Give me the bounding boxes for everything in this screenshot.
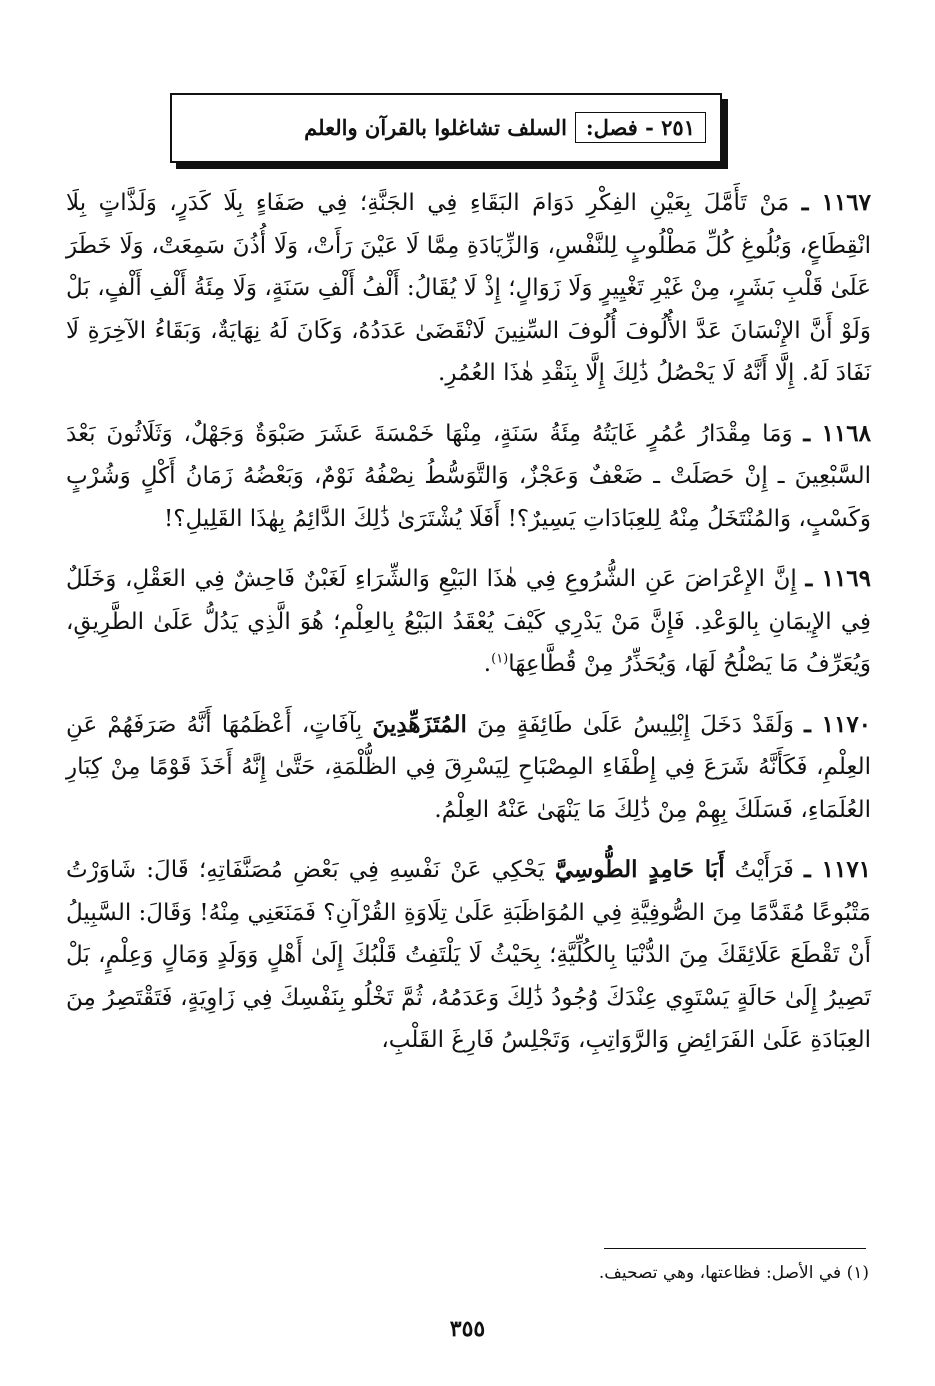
paragraph-text-before: وَلَقَدْ دَخَلَ إِبْلِيسُ عَلَىٰ طَائِفَةٍ مِنَ bbox=[476, 711, 794, 738]
section-header bbox=[170, 93, 722, 163]
paragraph-number: ١١٦٨ ـ bbox=[803, 419, 871, 447]
paragraph-text: مَنْ تَأَمَّلَ بِعَيْنِ الفِكْرِ دَوَامَ البَقَاءِ فِي الجَنَّةِ؛ فِي صَفَاءٍ بِلَا كَدَرٍ، وَلَذَّاتٍ بِلَا انْقِطَاعٍ، وَبُلُوغِ كُلِّ مَطْلُوبٍ لِلنَّفْسِ، وَالزِّيَادَةِ مِمَّا لَا عَيْنَ رَأَتْ، وَلَا أُذُنَ سَمِعَتْ، وَلَا خَطَرَ عَلَىٰ قَلْبِ بَشَرٍ، مِنْ غَيْرِ تَغْيِيرٍ وَلَا زَوَالٍ؛ إِذْ لَا يُقَالُ: أَلْفُ أَلْفِ سَنَةٍ، وَلَا مِئَةُ أَلْفِ أَلْفٍ، بَلْ وَلَوْ أَنَّ الإِنْسَانَ عَدَّ الأُلُوفَ أُلُوفَ السِّنِينَ لَانْقَضَىٰ عَدَدُهُ، وَكَانَ لَهُ نِهَايَةٌ، وَبَقَاءُ الآخِرَةِ لَا نَفَادَ لَهُ. إِلَّا أَنَّهُ لَا يَحْصُلُ ذَٰلِكَ إِلَّا بِنَقْدِ هٰذَا العُمُرِ. bbox=[66, 190, 871, 386]
paragraph-1171 bbox=[66, 849, 871, 1062]
footnote-divider bbox=[604, 1248, 866, 1249]
paragraph-text-before: فَرَأَيْتُ bbox=[734, 857, 794, 883]
paragraph-text: إِنَّ الإِعْرَاضَ عَنِ الشُّرُوعِ فِي هٰذَا البَيْعِ وَالشِّرَاءِ لَغَبْنٌ فَاحِشٌ فِي العَقْلِ، وَخَلَلٌ فِي الإِيمَانِ بِالوَعْدِ. فَإِنَّ مَنْ يَدْرِي كَيْفَ يُعْقَدُ البَيْعُ بِالعِلْمِ؛ هُوَ الَّذِي يَدُلُّ عَلَىٰ الطَّرِيقِ، وَيُعَرِّفُ مَا يَصْلُحُ لَهَا، وَيُحَذِّرُ مِنْ قُطَّاعِهَا bbox=[66, 566, 871, 677]
footnote-reference[interactable]: (١) bbox=[491, 651, 509, 667]
footnote: (١) في الأصل: فظاعتها، وهي تصحيف. bbox=[598, 1263, 869, 1283]
paragraph-number: ١١٦٧ ـ bbox=[801, 189, 872, 216]
paragraph-text-after: يَحْكِي عَنْ نَفْسِهِ فِي بَعْضِ مُصَنَّفَاتِهِ؛ قَالَ: شَاوَرْتُ مَتْبُوعًا مُقَدَّمًا مِنَ الصُّوفِيَّةِ فِي المُوَاظَبَةِ عَلَىٰ تِلَاوَةِ القُرْآنِ؟ فَمَنَعَنِي مِنْهُ! وَقَالَ: السَّبِيلُ أَنْ تَقْطَعَ عَلَائِقَكَ مِنَ الدُّنْيَا بِالكُلِّيَّةِ؛ بِحَيْثُ لَا يَلْتَفِتُ قَلْبُكَ إِلَىٰ أَهْلٍ وَوَلَدٍ وَمَالٍ وَعِلْمٍ، بَلْ تَصِيرُ إِلَىٰ حَالَةٍ يَسْتَوِي عِنْدَكَ وُجُودُ ذَٰلِكَ وَعَدَمُهُ، ثُمَّ تَخْلُو بِنَفْسِكَ فِي زَاوِيَةٍ، فَتَقْتَصِرُ مِنَ العِبَادَةِ عَلَىٰ الفَرَائِضِ وَالرَّوَاتِبِ، وَتَجْلِسُ فَارِغَ القَلْبِ، bbox=[66, 857, 871, 1053]
section-title: السلف تشاغلوا بالقرآن والعلم bbox=[304, 114, 567, 140]
section-number-box: ٢٥١ - فصل: bbox=[575, 112, 706, 143]
highlighted-name: أَبَا حَامِدٍ الطُّوسِيَّ bbox=[554, 856, 725, 883]
section-header-content bbox=[304, 105, 706, 149]
paragraph-number: ١١٧٠ ـ bbox=[804, 710, 872, 738]
paragraph-1170 bbox=[66, 704, 871, 832]
page-number: ٣٥٥ bbox=[449, 1316, 486, 1342]
paragraph-1167 bbox=[66, 182, 871, 395]
highlighted-name: المُتَزَهِّدِينَ bbox=[372, 710, 467, 738]
paragraph-1169 bbox=[66, 558, 871, 686]
paragraph-text: وَمَا مِقْدَارُ عُمُرٍ غَايَتُهُ مِئَةُ سَنَةٍ، مِنْهَا خَمْسَةَ عَشَرَ صَبْوَةٌ وَجَهْلٌ، وَثَلَاثُونَ بَعْدَ السَّبْعِينَ ـ إِنْ حَصَلَتْ ـ ضَعْفٌ وَعَجْزٌ، وَالتَّوَسُّطُ نِصْفُهُ نَوْمٌ، وَبَعْضُهُ زَمَانُ أَكْلٍ وَشُرْبٍ وَكَسْبٍ، وَالمُنْتَخَلُ مِنْهُ لِلعِبَادَاتِ يَسِيرٌ؟! أَفَلَا يُشْتَرَىٰ ذَٰلِكَ الدَّائِمُ بِهٰذَا القَلِيلِ؟! bbox=[66, 420, 871, 532]
paragraph-text-after: بِآفَاتٍ، أَعْظَمُهَا أَنَّهُ صَرَفَهُمْ عَنِ العِلْمِ، فَكَأَنَّهُ شَرَعَ فِي إِطْفَاءِ المِصْبَاحِ لِيَسْرِقَ فِي الظُّلْمَةِ، حَتَّىٰ إِنَّهُ أَخَذَ قَوْمًا مِنْ كِبَارِ العُلَمَاءِ، فَسَلَكَ بِهِمْ مِنْ ذَٰلِكَ مَا يَنْهَىٰ عَنْهُ العِلْمُ. bbox=[66, 711, 871, 823]
paragraph-1168 bbox=[66, 413, 871, 541]
paragraph-number: ١١٦٩ ـ bbox=[805, 565, 872, 592]
paragraph-number: ١١٧١ ـ bbox=[804, 856, 872, 883]
main-text bbox=[66, 182, 871, 1080]
paragraph-tail: . bbox=[483, 651, 492, 677]
